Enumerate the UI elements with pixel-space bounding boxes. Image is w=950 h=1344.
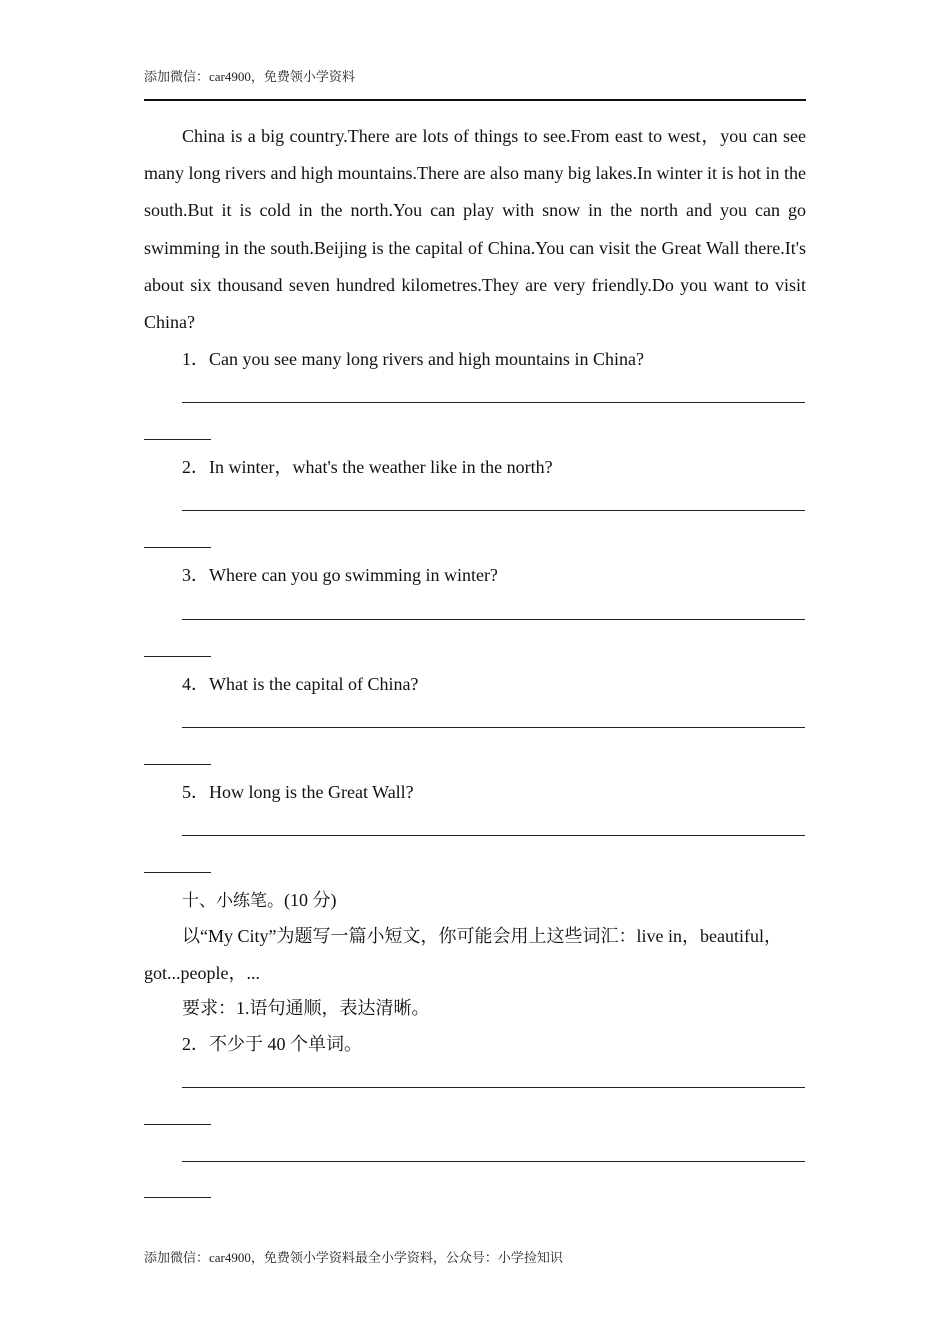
answer-line-2b[interactable] [144,547,211,548]
writing-line-2b[interactable] [144,1197,211,1198]
writing-line-2a[interactable] [182,1161,805,1162]
question-text: In winter，what's the weather like in the north? [209,457,553,477]
question-number: 2． [182,457,209,477]
page-header: 添加微信：car4900，免费领小学资料 [144,69,355,84]
writing-line-1a[interactable] [182,1087,805,1088]
writing-section-heading [182,888,337,913]
question-4 [182,672,418,696]
writing-requirement-1: 要求：1.语句通顺，表达清晰。 [182,998,430,1018]
writing-requirement-2: 2．不少于 40 个单词。 [182,1034,362,1054]
question-5 [182,780,414,804]
question-2 [182,455,553,479]
answer-line-1b[interactable] [144,439,211,440]
reading-passage: China is a big country.There are lots of things to see.From east to west，you can see many long rivers and high mountains.There are also many big lakes.In winter it is hot in the south.But it is cold in the north.You can play with snow in the north and you can go swimming in the south.Beijing is the capital of China.You can visit the Great Wall there.It's about six thousand seven hundred kilometres.They are very friendly.Do you want to visit China? [144,126,806,333]
answer-line-3b[interactable] [144,656,211,657]
answer-line-3a[interactable] [182,619,805,620]
question-1 [182,347,644,371]
page-footer: 添加微信：car4900，免费领小学资料最全小学资料，公众号：小学捡知识 [144,1250,563,1265]
answer-line-4b[interactable] [144,764,211,765]
question-text: Can you see many long rivers and high mountains in China? [209,349,644,369]
header-divider [144,99,806,101]
answer-line-2a[interactable] [182,510,805,511]
answer-line-5b[interactable] [144,872,211,873]
question-number: 4． [182,674,209,694]
question-3 [182,563,498,587]
section-score: (10 分) [284,890,337,910]
question-text: How long is the Great Wall? [209,782,414,802]
writing-line-1b[interactable] [144,1124,211,1125]
writing-prompt-line-2: got...people，... [144,963,260,983]
question-number: 1． [182,349,209,369]
writing-prompt-line-1: 以“My City”为题写一篇小短文，你可能会用上这些词汇：live in，beautiful， [182,926,782,946]
question-number: 5． [182,782,209,802]
section-title: 十、小练笔。 [182,891,284,911]
question-text: What is the capital of China? [209,674,419,694]
question-number: 3． [182,565,209,585]
question-text: Where can you go swimming in winter? [209,565,498,585]
answer-line-1a[interactable] [182,402,805,403]
answer-line-5a[interactable] [182,835,805,836]
answer-line-4a[interactable] [182,727,805,728]
